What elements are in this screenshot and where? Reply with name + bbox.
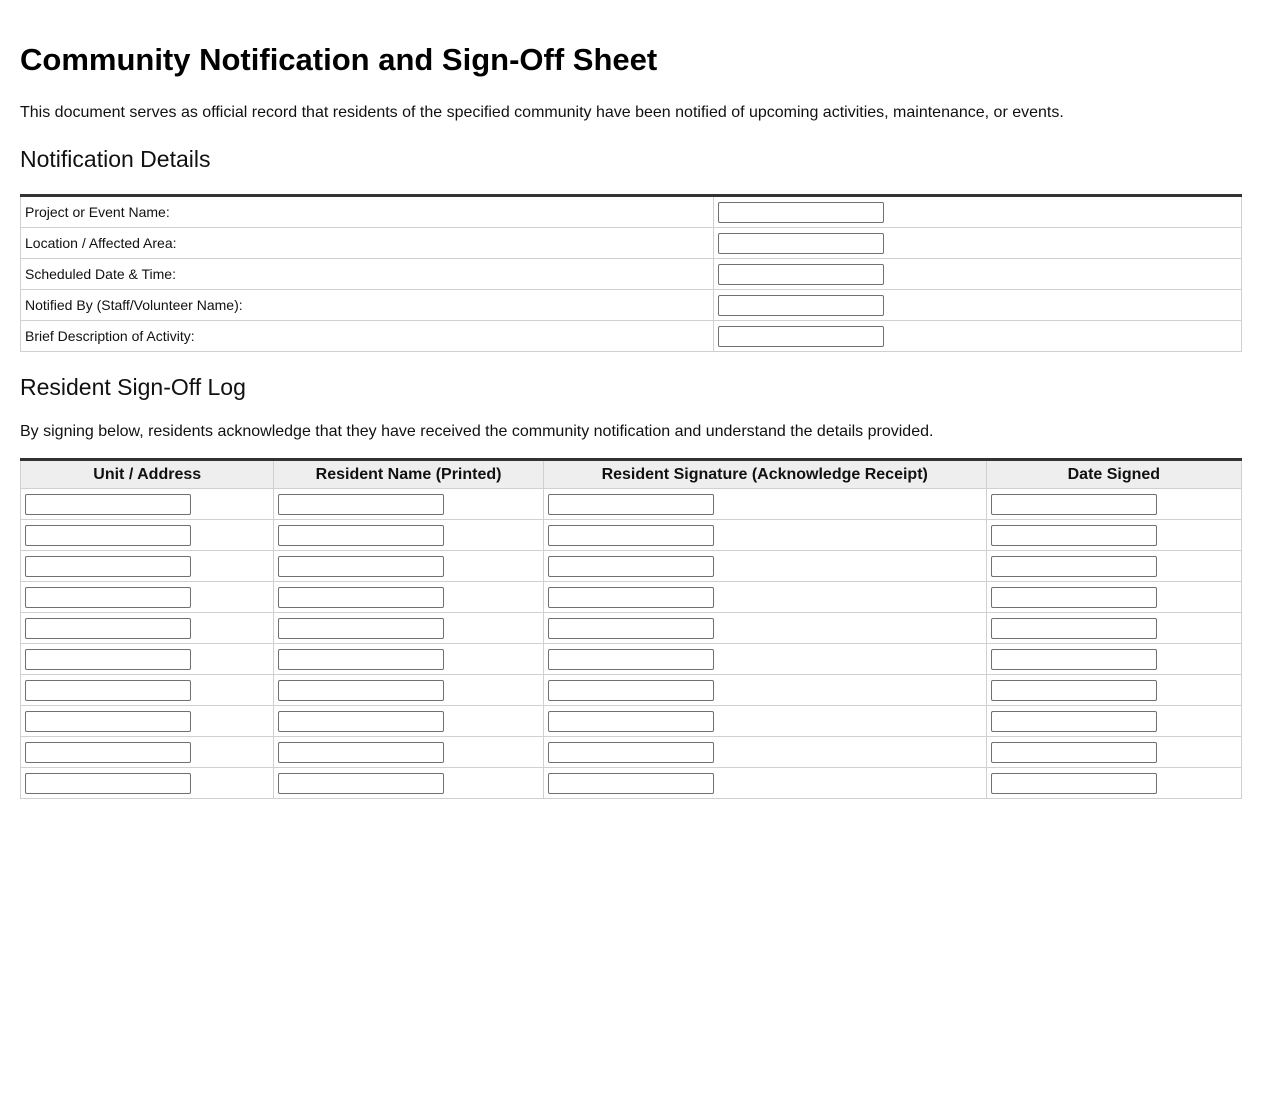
unit-address-input[interactable] [25, 525, 191, 546]
sign-off-log-heading: Resident Sign-Off Log [20, 374, 246, 400]
table-cell [543, 644, 986, 675]
table-cell [274, 706, 543, 737]
table-cell [274, 551, 543, 582]
field-label-location: Location / Affected Area: [21, 228, 714, 259]
table-cell [543, 675, 986, 706]
field-label-notified-by: Notified By (Staff/Volunteer Name): [21, 290, 714, 321]
resident-signature-input[interactable] [548, 587, 714, 608]
table-row [21, 768, 1242, 799]
unit-address-input[interactable] [25, 618, 191, 639]
table-cell [274, 644, 543, 675]
date-signed-input[interactable] [991, 773, 1157, 794]
resident-name-input[interactable] [278, 773, 444, 794]
table-cell [986, 520, 1241, 551]
unit-address-input[interactable] [25, 742, 191, 763]
table-cell [21, 489, 274, 520]
field-label-project-name: Project or Event Name: [21, 196, 714, 228]
sign-off-log-body [21, 489, 1242, 799]
scheduled-date-input[interactable] [718, 264, 884, 285]
table-cell [986, 582, 1241, 613]
description-input[interactable] [718, 326, 884, 347]
table-cell [986, 706, 1241, 737]
details-row [21, 321, 1242, 352]
resident-signature-input[interactable] [548, 680, 714, 701]
date-signed-input[interactable] [991, 556, 1157, 577]
table-cell [986, 737, 1241, 768]
resident-name-input[interactable] [278, 494, 444, 515]
resident-name-input[interactable] [278, 680, 444, 701]
project-name-input[interactable] [718, 202, 884, 223]
table-row [21, 582, 1242, 613]
table-cell [21, 706, 274, 737]
resident-name-input[interactable] [278, 618, 444, 639]
table-cell [986, 613, 1241, 644]
resident-signature-input[interactable] [548, 711, 714, 732]
notification-details-heading: Notification Details [20, 146, 211, 172]
column-header-resident-signature: Resident Signature (Acknowledge Receipt) [543, 460, 986, 489]
table-row [21, 675, 1242, 706]
date-signed-input[interactable] [991, 711, 1157, 732]
location-input[interactable] [718, 233, 884, 254]
unit-address-input[interactable] [25, 587, 191, 608]
column-header-date-signed: Date Signed [986, 460, 1241, 489]
resident-name-input[interactable] [278, 525, 444, 546]
date-signed-input[interactable] [991, 680, 1157, 701]
table-row [21, 520, 1242, 551]
table-cell [986, 551, 1241, 582]
resident-signature-input[interactable] [548, 525, 714, 546]
field-cell [714, 290, 1242, 321]
table-cell [986, 675, 1241, 706]
table-cell [543, 520, 986, 551]
field-cell [714, 228, 1242, 259]
resident-signature-input[interactable] [548, 773, 714, 794]
unit-address-input[interactable] [25, 494, 191, 515]
resident-name-input[interactable] [278, 711, 444, 732]
sign-off-log-table [20, 458, 1242, 799]
table-cell [543, 737, 986, 768]
column-header-resident-name: Resident Name (Printed) [274, 460, 543, 489]
sign-off-intro: By signing below, residents acknowledge that they have received the community notification and understand the details provided. [20, 423, 934, 440]
intro-paragraph: This document serves as official record that residents of the specified community have been notified of upcoming activities, maintenance, or events. [20, 104, 1064, 121]
table-cell [543, 551, 986, 582]
header-row [21, 460, 1242, 489]
table-row [21, 613, 1242, 644]
column-header-unit-address: Unit / Address [21, 460, 274, 489]
resident-signature-input[interactable] [548, 618, 714, 639]
table-cell [274, 768, 543, 799]
table-row [21, 737, 1242, 768]
unit-address-input[interactable] [25, 680, 191, 701]
resident-signature-input[interactable] [548, 649, 714, 670]
date-signed-input[interactable] [991, 742, 1157, 763]
table-cell [21, 644, 274, 675]
resident-signature-input[interactable] [548, 556, 714, 577]
field-cell [714, 259, 1242, 290]
resident-name-input[interactable] [278, 742, 444, 763]
date-signed-input[interactable] [991, 525, 1157, 546]
resident-name-input[interactable] [278, 556, 444, 577]
table-row [21, 644, 1242, 675]
table-cell [21, 520, 274, 551]
table-cell [543, 489, 986, 520]
table-cell [274, 675, 543, 706]
table-row [21, 706, 1242, 737]
table-cell [543, 582, 986, 613]
page-title: Community Notification and Sign-Off Sheet [20, 42, 658, 77]
unit-address-input[interactable] [25, 711, 191, 732]
table-cell [21, 768, 274, 799]
field-cell [714, 321, 1242, 352]
table-cell [543, 768, 986, 799]
notified-by-input[interactable] [718, 295, 884, 316]
details-row [21, 228, 1242, 259]
table-cell [274, 582, 543, 613]
table-row [21, 551, 1242, 582]
table-cell [986, 644, 1241, 675]
date-signed-input[interactable] [991, 587, 1157, 608]
date-signed-input[interactable] [991, 649, 1157, 670]
table-cell [21, 737, 274, 768]
unit-address-input[interactable] [25, 649, 191, 670]
table-cell [21, 551, 274, 582]
resident-signature-input[interactable] [548, 494, 714, 515]
table-cell [274, 737, 543, 768]
table-cell [21, 582, 274, 613]
details-row [21, 196, 1242, 228]
table-cell [986, 768, 1241, 799]
date-signed-input[interactable] [991, 494, 1157, 515]
details-row [21, 259, 1242, 290]
field-label-description: Brief Description of Activity: [21, 321, 714, 352]
table-cell [986, 489, 1241, 520]
table-cell [274, 613, 543, 644]
date-signed-input[interactable] [991, 618, 1157, 639]
unit-address-input[interactable] [25, 773, 191, 794]
resident-name-input[interactable] [278, 587, 444, 608]
details-row [21, 290, 1242, 321]
table-cell [274, 489, 543, 520]
resident-signature-input[interactable] [548, 742, 714, 763]
table-cell [21, 613, 274, 644]
field-label-scheduled-date: Scheduled Date & Time: [21, 259, 714, 290]
resident-name-input[interactable] [278, 649, 444, 670]
unit-address-input[interactable] [25, 556, 191, 577]
notification-details-table [20, 194, 1242, 352]
table-cell [274, 520, 543, 551]
table-cell [21, 675, 274, 706]
table-row [21, 489, 1242, 520]
field-cell [714, 196, 1242, 228]
table-cell [543, 706, 986, 737]
table-cell [543, 613, 986, 644]
